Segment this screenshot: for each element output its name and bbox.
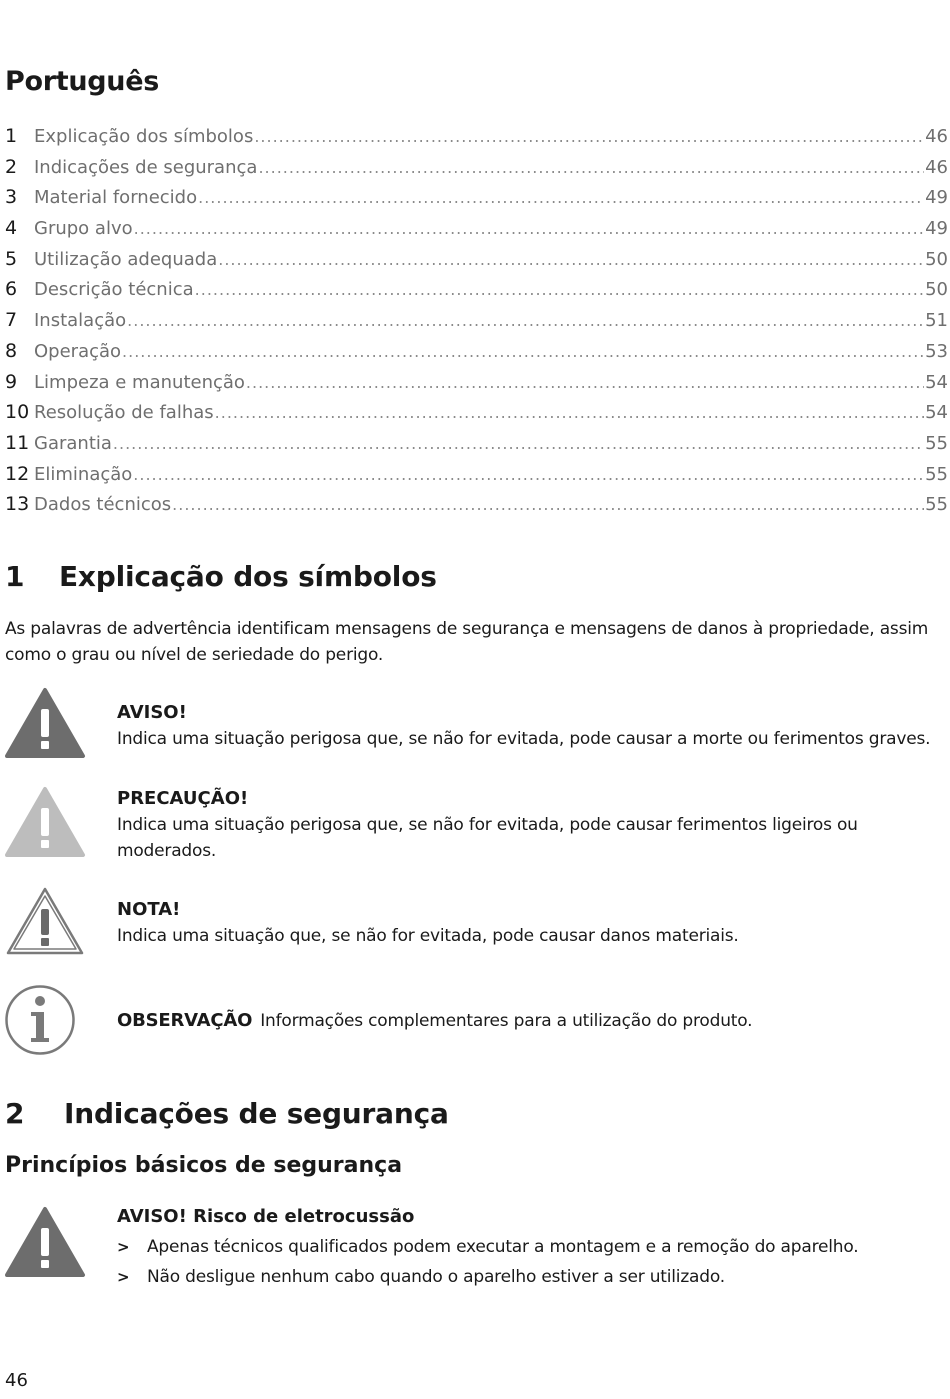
- toc-leader-dots: [133, 460, 924, 491]
- toc-entry[interactable]: [5, 244, 948, 275]
- toc-leader-dots: [246, 368, 924, 399]
- symbol-nota: [117, 897, 943, 949]
- toc-entry-page: 54: [925, 402, 948, 424]
- symbol-label: PRECAUÇÃO!: [117, 788, 249, 809]
- toc-entry-page: 49: [925, 218, 948, 240]
- toc-entry[interactable]: [5, 397, 948, 428]
- warning-label: AVISO! Risco de eletrocussão: [117, 1206, 415, 1227]
- toc-entry-title: Utilização adequada: [34, 248, 218, 270]
- toc-leader-dots: [258, 153, 924, 184]
- toc-entry-number: 13: [5, 493, 30, 516]
- toc-entry-title: Grupo alvo: [34, 218, 133, 240]
- toc-entry[interactable]: [5, 305, 948, 336]
- section-number: 2: [5, 1097, 25, 1130]
- symbol-description: Indica uma situação perigosa que, se não for evitada, pode causar a morte ou ferimentos graves.: [117, 729, 931, 749]
- toc-leader-dots: [198, 183, 924, 214]
- toc-entry-title: Descrição técnica: [34, 279, 194, 301]
- language-heading: Português: [5, 66, 160, 97]
- chevron-right-icon: >: [117, 1238, 130, 1256]
- toc-entry[interactable]: [5, 121, 948, 152]
- toc-entry[interactable]: [5, 182, 948, 213]
- toc-entry-page: 50: [925, 248, 948, 270]
- symbol-label: OBSERVAÇÃO: [117, 1010, 253, 1031]
- toc-entry[interactable]: [5, 213, 948, 244]
- symbol-description: Informações complementares para a utilização do produto.: [260, 1011, 753, 1031]
- toc-entry-number: 6: [5, 278, 18, 301]
- toc-entry-title: Indicações de segurança: [34, 156, 258, 178]
- section-1-heading: [5, 560, 437, 593]
- section-title: Explicação dos símbolos: [59, 560, 437, 593]
- warning-triangle-light-icon: [4, 786, 86, 858]
- toc-leader-dots: [122, 337, 924, 368]
- toc-entry-page: 46: [925, 156, 948, 178]
- toc-entry-title: Operação: [34, 340, 122, 362]
- page-number: 46: [5, 1370, 28, 1391]
- warning-triangle-outline-icon: [4, 885, 86, 957]
- toc-entry-page: 55: [925, 494, 948, 516]
- symbol-aviso: [117, 700, 943, 752]
- symbol-label: AVISO!: [117, 702, 187, 723]
- electrocution-warning: [117, 1204, 943, 1292]
- info-circle-icon: [4, 984, 76, 1056]
- toc-entry-page: 53: [925, 340, 948, 362]
- toc-entry-number: 10: [5, 401, 30, 424]
- toc-entry-number: 12: [5, 462, 30, 485]
- section-title: Indicações de segurança: [64, 1097, 449, 1130]
- section-number: 1: [5, 560, 25, 593]
- toc-entry-title: Instalação: [34, 310, 127, 332]
- toc-entry[interactable]: [5, 367, 948, 398]
- symbol-description: Indica uma situação perigosa que, se não for evitada, pode causar ferimentos ligeiros ou moderados.: [117, 815, 858, 861]
- toc-entry-title: Limpeza e manutenção: [34, 371, 245, 393]
- warning-triangle-dark-icon: [4, 687, 86, 759]
- toc-leader-dots: [195, 275, 924, 306]
- toc-leader-dots: [134, 214, 924, 245]
- observacao-line: [117, 1008, 943, 1034]
- toc-entry-number: 9: [5, 370, 18, 393]
- warning-triangle-dark-icon: [4, 1206, 86, 1278]
- toc-entry-number: 11: [5, 431, 30, 454]
- toc-leader-dots: [127, 306, 924, 337]
- toc-entry-number: 4: [5, 217, 18, 240]
- toc-entry[interactable]: [5, 336, 948, 367]
- list-item: [117, 1232, 943, 1262]
- toc-leader-dots: [254, 122, 924, 153]
- toc-entry[interactable]: [5, 428, 948, 459]
- toc-entry[interactable]: [5, 459, 948, 490]
- toc-leader-dots: [215, 398, 924, 429]
- toc-entry-number: 1: [5, 125, 18, 147]
- toc-leader-dots: [113, 429, 924, 460]
- toc-entry-title: Eliminação: [34, 463, 133, 485]
- toc-entry-page: 54: [925, 371, 948, 393]
- toc-entry-title: Material fornecido: [34, 187, 198, 209]
- toc-entry-page: 55: [925, 463, 948, 485]
- symbol-observacao: [117, 1008, 943, 1034]
- toc-entry-number: 5: [5, 247, 18, 270]
- toc-entry-title: Explicação dos símbolos: [34, 126, 254, 147]
- toc-entry-page: 46: [925, 126, 948, 147]
- section-2-heading: [5, 1097, 449, 1130]
- toc-entry[interactable]: [5, 489, 948, 520]
- toc-leader-dots: [172, 490, 924, 521]
- section-1-intro: As palavras de advertência identificam mensagens de segurança e mensagens de danos à propriedade, assim como o grau ou nível de seriedade do perigo.: [5, 619, 929, 665]
- toc-leader-dots: [218, 245, 924, 276]
- toc-entry-title: Garantia: [34, 432, 112, 454]
- toc-entry-title: Resolução de falhas: [34, 402, 214, 424]
- toc-entry[interactable]: [5, 152, 948, 183]
- toc-entry-number: 3: [5, 186, 18, 209]
- symbol-precaucao: [117, 786, 943, 864]
- toc-entry-title: Dados técnicos: [34, 494, 172, 516]
- chevron-right-icon: >: [117, 1268, 130, 1286]
- symbol-description: Indica uma situação que, se não for evitada, pode causar danos materiais.: [117, 926, 739, 946]
- toc-entry-page: 49: [925, 187, 948, 209]
- list-item-text: Não desligue nenhum cabo quando o aparelho estiver a ser utilizado.: [147, 1267, 725, 1287]
- list-item-text: Apenas técnicos qualificados podem executar a montagem e a remoção do aparelho.: [147, 1237, 859, 1257]
- toc-entry-page: 55: [925, 432, 948, 454]
- list-item: [117, 1262, 943, 1292]
- toc-entry-number: 7: [5, 309, 18, 332]
- toc-entry-number: 8: [5, 339, 18, 362]
- toc-entry-number: 2: [5, 155, 18, 178]
- table-of-contents: [5, 121, 948, 520]
- section-2-subheading: Princípios básicos de segurança: [5, 1153, 403, 1178]
- toc-entry-page: 50: [925, 279, 948, 301]
- symbol-label: NOTA!: [117, 899, 181, 920]
- toc-entry[interactable]: [5, 274, 948, 305]
- toc-entry-page: 51: [925, 310, 948, 332]
